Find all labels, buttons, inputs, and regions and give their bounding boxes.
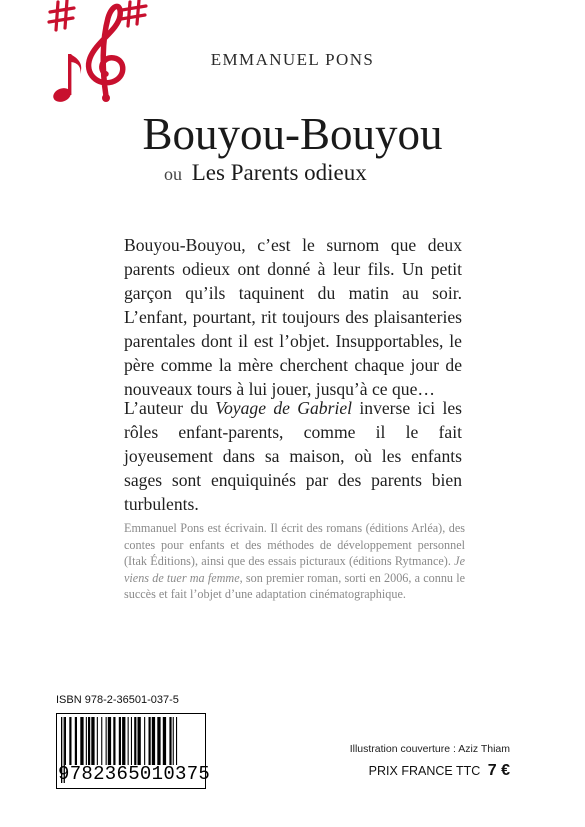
illustration-credit: Illustration couverture : Aziz Thiam — [349, 743, 510, 755]
blurb-p2-before: L’auteur du — [124, 398, 216, 418]
bio-book-title: Je viens de tuer ma femme — [124, 554, 465, 585]
barcode-digits: 9782365010375 — [58, 763, 211, 785]
blurb-p2-after: inverse ici les rôles enfant-parents, comme il le fait joyeusement dans sa maison, où les enfants sages sont enquiquinés par des parents bien turbulents. — [124, 398, 462, 514]
isbn-label: ISBN 978-2-36501-037-5 — [56, 694, 179, 706]
author-bio — [124, 520, 465, 603]
blurb-p2-book-title: Voyage de Gabriel — [215, 398, 353, 418]
blurb-paragraph-1: Bouyou-Bouyou, c’est le surnom que deux parents odieux ont donné à leur fils. Un petit garçon qu’ils taquinent du matin au soir. L’enfant, pourtant, rit toujours des plaisanteries parentales dont il est l’objet. Insupportables, le père comme la mère cherchent chaque jour de nouveaux tours à lui jouer, jusqu’à ce que… — [124, 235, 462, 399]
subtitle-prefix: ou — [164, 164, 182, 184]
price-amount: 7 € — [487, 762, 510, 779]
price-label: PRIX FRANCE TTC — [368, 764, 481, 778]
book-title: Bouyou-Bouyou — [142, 109, 443, 159]
book-subtitle: Les Parents odieux — [191, 160, 367, 185]
bio-before: Emmanuel Pons est écrivain. Il écrit des romans (éditions Arléa), des contes pour enfants et des méthodes de développement personnel (Itak Éditions), ainsi que des essais picturaux (éditions Rytmance). — [124, 521, 465, 568]
price-line — [300, 762, 510, 780]
bio-after: , son premier roman, sorti en 2006, a connu le succès et fait l’objet d’une adaptation cinématographique. — [124, 570, 465, 601]
blurb-paragraph-2 — [124, 396, 462, 516]
author-name: EMMANUEL PONS — [210, 50, 375, 69]
book-subtitle-line — [164, 160, 367, 186]
